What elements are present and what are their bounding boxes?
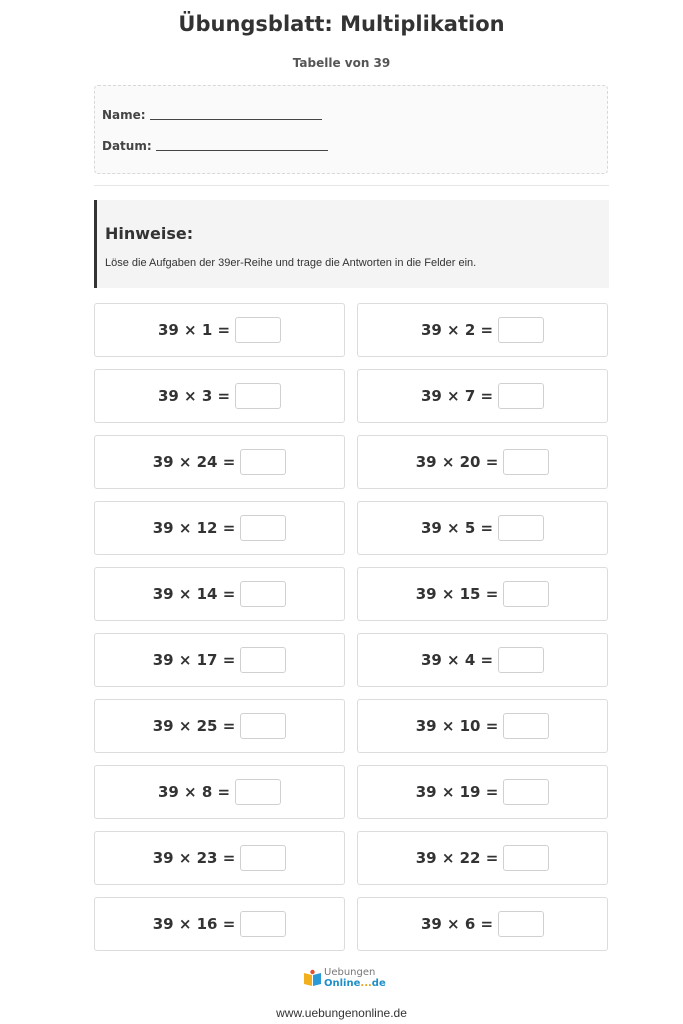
answer-field[interactable] (498, 647, 544, 673)
answer-field[interactable] (240, 581, 286, 607)
page-subtitle: Tabelle von 39 (292, 56, 391, 70)
answer-field[interactable] (240, 845, 286, 871)
task-item (357, 765, 608, 819)
task-item (357, 567, 608, 621)
logo-line1: Uebungen (324, 967, 376, 978)
task-expression: 39 × 3 = (157, 387, 231, 405)
task-expression: 39 × 15 = (415, 585, 499, 603)
task-item (94, 699, 345, 753)
answer-field[interactable] (503, 779, 549, 805)
task-expression: 39 × 23 = (152, 849, 236, 867)
task-expression: 39 × 20 = (415, 453, 499, 471)
date-line (156, 140, 328, 151)
task-expression: 39 × 1 = (157, 321, 231, 339)
name-label: Name: (102, 108, 146, 122)
task-item (94, 567, 345, 621)
book-icon (303, 969, 322, 987)
task-item (94, 435, 345, 489)
answer-field[interactable] (240, 713, 286, 739)
hint-box (94, 200, 609, 288)
task-item (357, 633, 608, 687)
date-row (102, 139, 328, 153)
task-expression: 39 × 8 = (157, 783, 231, 801)
task-item (357, 435, 608, 489)
task-expression: 39 × 19 = (415, 783, 499, 801)
task-item (94, 369, 345, 423)
answer-field[interactable] (235, 317, 281, 343)
task-item (357, 699, 608, 753)
answer-field[interactable] (498, 383, 544, 409)
task-expression: 39 × 7 = (420, 387, 494, 405)
task-item (357, 369, 608, 423)
name-date-box (94, 85, 608, 174)
date-label: Datum: (102, 139, 152, 153)
task-expression: 39 × 16 = (152, 915, 236, 933)
answer-field[interactable] (235, 383, 281, 409)
hint-text: Löse die Aufgaben der 39er-Reihe und trage die Antworten in die Felder ein. (105, 257, 477, 269)
page-title: Übungsblatt: Multiplikation (178, 12, 505, 36)
site-logo (303, 967, 386, 991)
task-expression: 39 × 10 = (415, 717, 499, 735)
task-item (94, 501, 345, 555)
answer-field[interactable] (498, 515, 544, 541)
task-expression: 39 × 2 = (420, 321, 494, 339)
task-expression: 39 × 25 = (152, 717, 236, 735)
task-expression: 39 × 24 = (152, 453, 236, 471)
task-item (94, 303, 345, 357)
task-expression: 39 × 6 = (420, 915, 494, 933)
task-expression: 39 × 4 = (420, 651, 494, 669)
task-item (357, 303, 608, 357)
task-expression: 39 × 17 = (152, 651, 236, 669)
answer-field[interactable] (503, 845, 549, 871)
logo-line2: Online...de (324, 978, 386, 989)
answer-field[interactable] (240, 449, 286, 475)
divider (94, 185, 609, 186)
footer-url: www.uebungenonline.de (276, 1006, 407, 1020)
answer-field[interactable] (498, 317, 544, 343)
task-item (94, 765, 345, 819)
task-expression: 39 × 12 = (152, 519, 236, 537)
answer-field[interactable] (240, 647, 286, 673)
task-expression: 39 × 14 = (152, 585, 236, 603)
hint-title: Hinweise: (105, 224, 194, 243)
task-item (94, 633, 345, 687)
answer-field[interactable] (503, 713, 549, 739)
answer-field[interactable] (498, 911, 544, 937)
task-item (357, 831, 608, 885)
name-line (150, 109, 322, 120)
task-item (94, 897, 345, 951)
task-expression: 39 × 5 = (420, 519, 494, 537)
answer-field[interactable] (503, 581, 549, 607)
answer-field[interactable] (235, 779, 281, 805)
task-item (94, 831, 345, 885)
answer-field[interactable] (240, 911, 286, 937)
name-row (102, 108, 322, 122)
task-item (357, 897, 608, 951)
answer-field[interactable] (503, 449, 549, 475)
answer-field[interactable] (240, 515, 286, 541)
task-expression: 39 × 22 = (415, 849, 499, 867)
task-item (357, 501, 608, 555)
